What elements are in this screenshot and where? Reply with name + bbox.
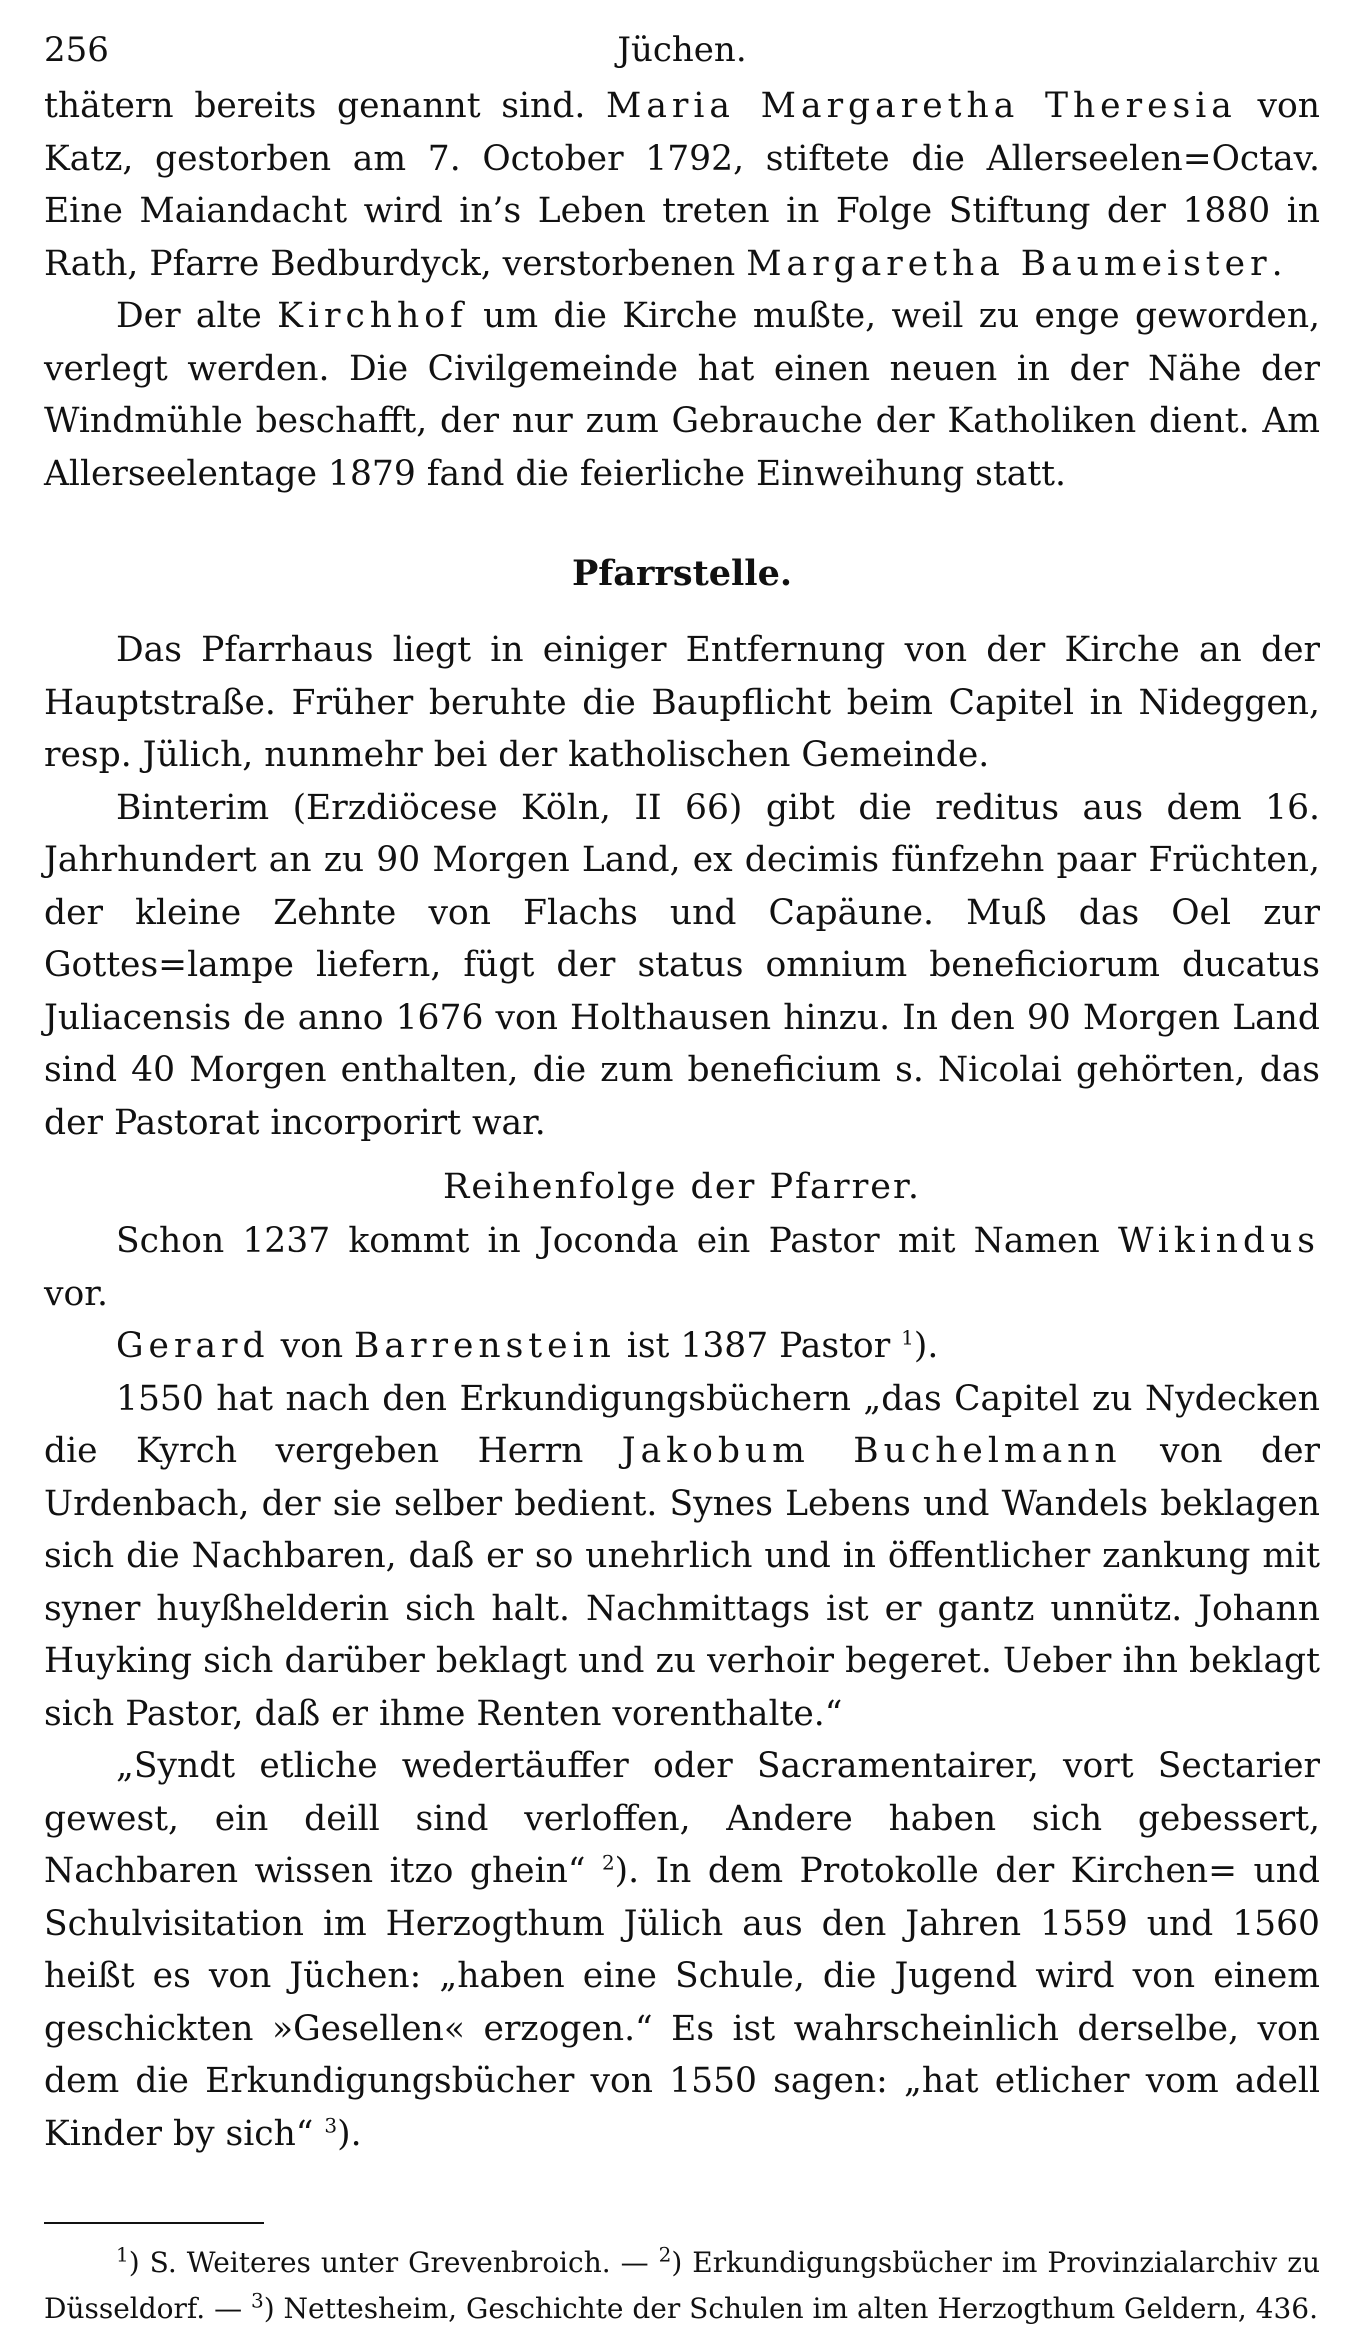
paragraph-1550 — [44, 1373, 1320, 1741]
text-run: ). — [337, 2113, 362, 2154]
person-name: Maria Margaretha Theresia — [606, 86, 1237, 126]
text-run: von — [269, 1326, 355, 1366]
text-run: ist 1387 Pastor — [615, 1326, 902, 1366]
text-run: Schon 1237 kommt in Joconda ein Pastor mit Namen — [116, 1221, 1118, 1261]
person-name: Barrenstein — [354, 1326, 616, 1366]
person-name: Margaretha Baumeister — [746, 243, 1272, 284]
footnotes — [44, 2240, 1320, 2332]
text-run: um die Kirche mußte, weil zu enge geworden, verlegt werden. Die Civilgemeinde hat einen neuen in der Nähe der Windmühle beschafft, der nur zum Gebrauche der Katholiken dient. Am Allerseelentage 1879 fand die feierliche Einweihung statt. — [44, 296, 1321, 494]
person-name: Wikindus — [1117, 1221, 1320, 1261]
text-run: ) S. Weiteres unter Grevenbroich. — — [128, 2246, 659, 2279]
document-page — [44, 0, 1321, 2325]
section-heading: Pfarrstelle. — [571, 553, 793, 594]
text-run: ). In dem Protokolle der Kirchen= und Schulvisitation im Herzogthum Jülich aus den Jahren 1559 und 1560 heißt es von Jüchen: „haben eine Schule, die Jugend wird von einem geschickten »Gesellen« erzogen.“ Es ist wahrscheinlich derselbe, von dem die Erkundigungsbücher von 1550 sagen: „hat etlicher vom adell Kinder by sich“ — [44, 1851, 1321, 2154]
paragraph-wedertaeuffer — [44, 1740, 1320, 2160]
footnote-text — [44, 2240, 1320, 2332]
body-text — [44, 80, 1320, 2160]
footnote-rule — [44, 2222, 264, 2224]
footnote-marker: 2 — [658, 2242, 672, 2267]
emphasized-term: Kirchhof — [277, 296, 468, 336]
text-run: „Syndt etliche wedertäuffer oder Sacramentairer, vort Sectarier gewest, ein deill sind verloffen, Andere haben sich gebessert, Nachbaren wissen itzo ghein“ — [44, 1746, 1320, 1891]
text-run: vor. — [44, 1273, 108, 1314]
text-run: 1550 hat nach den Erkundigungsbüchern „das Capitel zu Nydecken die Kyrch vergeben Herrn — [44, 1378, 1320, 1471]
paragraph-continuation — [44, 80, 1320, 290]
footnote-marker: 3 — [250, 2288, 264, 2313]
person-name: Jakobum Buchelmann — [621, 1431, 1122, 1471]
running-head — [44, 22, 1320, 80]
text-run: . — [1271, 243, 1283, 284]
text-run: Der alte — [116, 296, 278, 336]
text-run: ) Erkundigungsbücher im Provinzialarchiv zu Düsseldorf. — — [44, 2246, 1320, 2325]
text-run: von Katz, gestorben am 7. October 1792, stiftete die Allerseelen=Octav. Eine Maiandacht wird in’s Leben treten in Folge Stiftung der 1880 in Rath, Pfarre Bedburdyck, verstorbenen — [44, 86, 1320, 284]
sub-heading: Reihenfolge der Pfarrer. — [442, 1167, 922, 1207]
person-name: Gerard — [116, 1326, 270, 1366]
paragraph-pfarrhaus: Das Pfarrhaus liegt in einiger Entfernung von der Kirche an der Hauptstraße. Früher beruhte die Baupflicht beim Capitel in Nideggen, resp. Jülich, nunmehr bei der katholischen Gemeinde. — [44, 630, 1320, 775]
footnote-ref: 3 — [324, 2113, 338, 2137]
footnote-ref: 1 — [901, 1325, 914, 1350]
text-run: von der Urdenbach, der sie selber bedient. Synes Lebens und Wandels beklagen sich die Nachbaren, daß er so unehrlich und in öffentlicher zankung mit syner huyßhelderin sich halt. Nachmittags ist er gantz unnütz. Johann Huyking sich darüber beklagt und zu verhoir begeret. Ueber ihn beklagt sich Pastor, daß er ihme Renten vorenthalte.“ — [44, 1431, 1320, 1734]
paragraph-kirchhof — [44, 290, 1320, 500]
footnote-marker: 1 — [116, 2242, 129, 2267]
running-title: Jüchen. — [617, 30, 747, 70]
text-run: ) Nettesheim, Geschichte der Schulen im alten Herzogthum Geldern, 436. — [263, 2292, 1318, 2325]
paragraph-gerard — [44, 1320, 1320, 1373]
paragraph-binterim: Binterim (Erzdiöcese Köln, II 66) gibt die reditus aus dem 16. Jahrhundert an zu 90 Morgen Land, ex decimis fünfzehn paar Früchten, der kleine Zehnte von Flachs und Capäune. Muß das Oel zur Gottes=lampe liefern, fügt der status omnium beneficiorum ducatus Juliacensis de anno 1676 von Holthausen hinzu. In den 90 Morgen Land sind 40 Morgen enthalten, die zum beneficium s. Nicolai gehörten, das der Pastorat incorporirt war. — [44, 787, 1320, 1143]
text-run: ). — [913, 1326, 939, 1366]
footnote-ref: 2 — [601, 1850, 615, 1875]
text-run: thätern bereits genannt sind. — [44, 86, 606, 126]
page-number: 256 — [44, 30, 109, 70]
paragraph-wikindus — [44, 1215, 1320, 1320]
